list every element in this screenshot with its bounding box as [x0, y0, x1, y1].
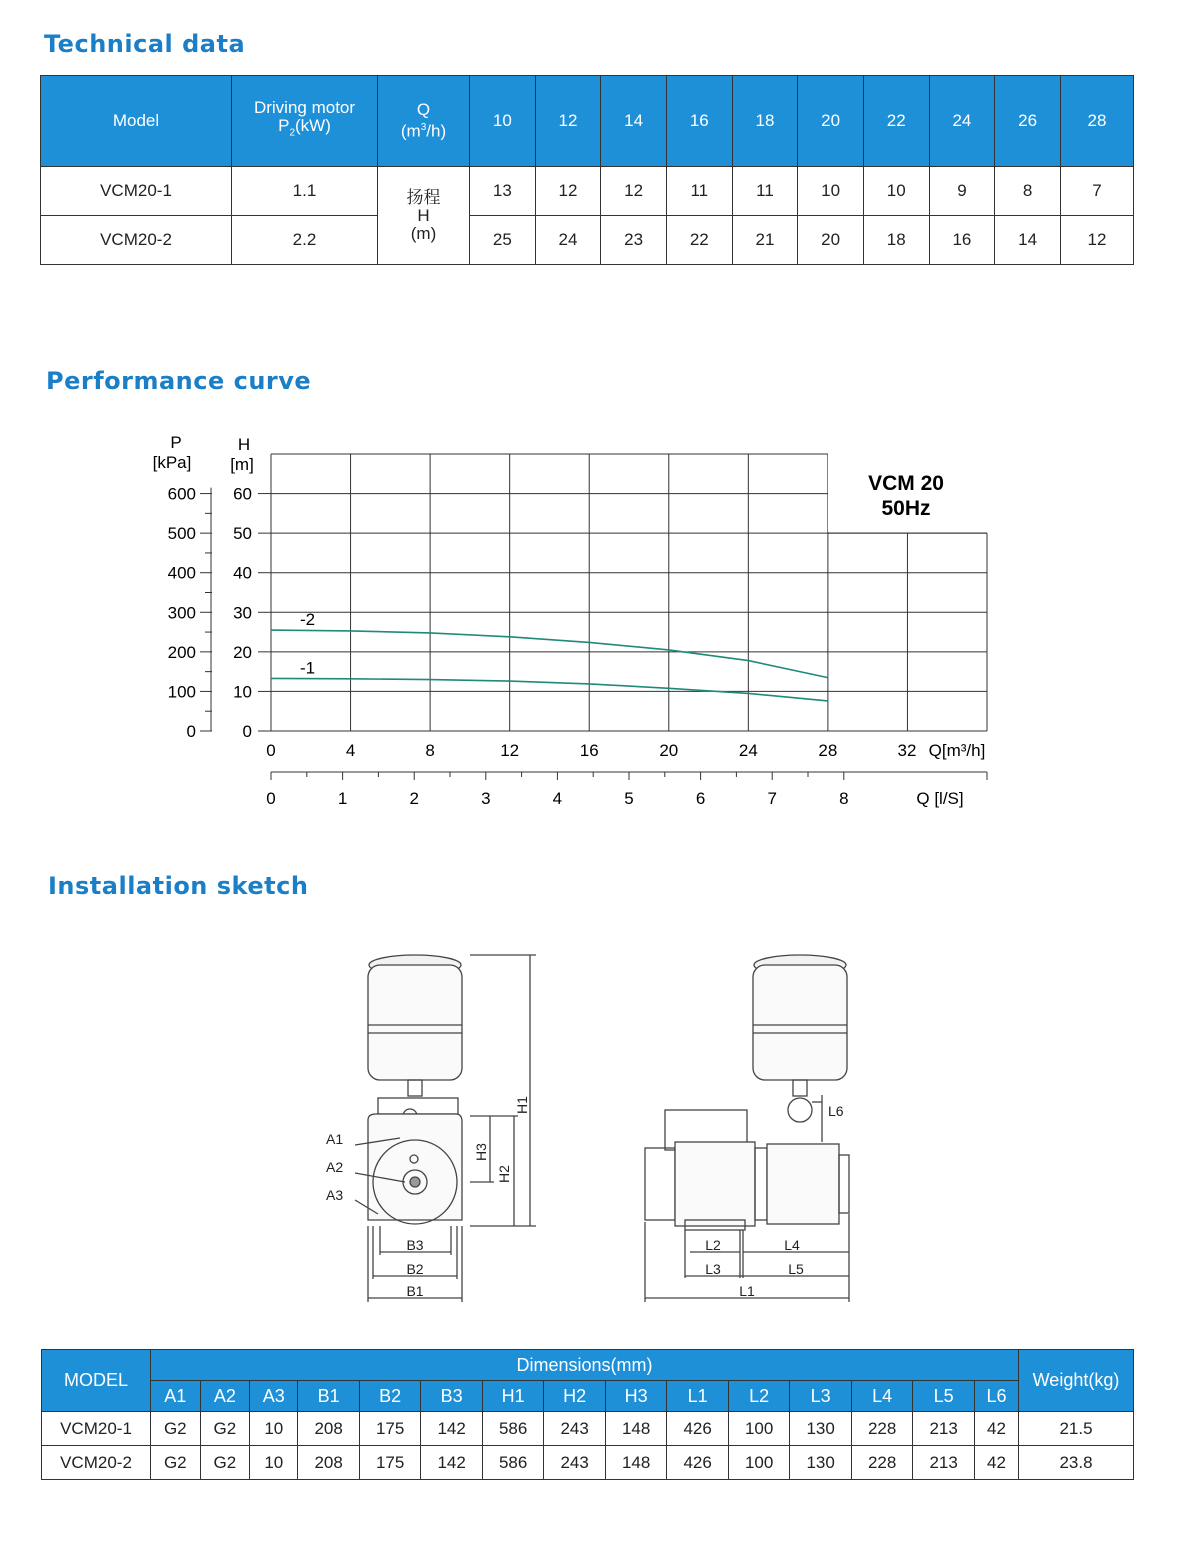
- technical-data-table: [40, 75, 1134, 265]
- table-row: [42, 1446, 1134, 1480]
- dim-cell: 148: [605, 1412, 667, 1446]
- ls-tick-label: 0: [266, 789, 276, 808]
- head-cell: 16: [929, 216, 995, 265]
- dim-cell: 426: [667, 1446, 729, 1480]
- h-tick-label: 50: [233, 524, 252, 544]
- head-cell: 14: [995, 216, 1061, 265]
- ls-tick-label: 4: [552, 789, 563, 808]
- head-cell: 24: [535, 216, 601, 265]
- motor-cell: 1.1: [232, 167, 378, 216]
- head-cell: 12: [601, 167, 667, 216]
- gauge-icon: [788, 1098, 812, 1122]
- x-tick-label: 8: [425, 741, 435, 760]
- head-cell: 11: [666, 167, 732, 216]
- head-cell: 10: [863, 167, 929, 216]
- dim-cell: 208: [298, 1412, 360, 1446]
- dim-column-header: A2: [200, 1381, 250, 1412]
- pump-stage-body: [767, 1144, 839, 1224]
- head-cell: 22: [666, 216, 732, 265]
- dim-cell: G2: [200, 1412, 250, 1446]
- dim-column-header: H1: [482, 1381, 544, 1412]
- weight-header: Weight(kg): [1019, 1350, 1134, 1412]
- chart-subtitle: 50Hz: [881, 497, 931, 520]
- q-header: Q $(m^3/h)$: [378, 76, 470, 167]
- ls-tick-label: 5: [624, 789, 634, 808]
- dim-cell: 586: [482, 1412, 544, 1446]
- dim-cell: 243: [544, 1412, 606, 1446]
- model-cell: VCM20-2: [41, 216, 232, 265]
- dim-cell: 213: [913, 1446, 975, 1480]
- dim-column-header: H3: [605, 1381, 667, 1412]
- motor-cell: 2.2: [232, 216, 378, 265]
- x-tick-label: 4: [345, 741, 356, 760]
- head-cell: 25: [470, 216, 536, 265]
- label-l3: L3: [705, 1261, 721, 1277]
- ls-unit-label: Q [l/S]: [916, 789, 964, 808]
- x-tick-label: 12: [500, 741, 520, 760]
- ls-tick-label: 7: [767, 789, 777, 808]
- valve-block: [378, 1098, 458, 1114]
- chart-title: VCM 20: [868, 472, 944, 495]
- dim-cell: 130: [790, 1412, 852, 1446]
- dim-cell: 213: [913, 1412, 975, 1446]
- h-tick-label: 60: [233, 484, 252, 504]
- flow-value: 14: [601, 76, 667, 167]
- weight-cell: 23.8: [1019, 1446, 1134, 1480]
- head-cell: 9: [929, 167, 995, 216]
- dim-cell: 208: [298, 1446, 360, 1480]
- pump-side-view: [645, 955, 849, 1302]
- coupling: [755, 1148, 767, 1220]
- p-axis: [168, 485, 212, 741]
- dim-cell: 175: [359, 1412, 421, 1446]
- dim-cell: 243: [544, 1446, 606, 1480]
- x-tick-label: 28: [818, 741, 838, 760]
- flow-value: 18: [732, 76, 798, 167]
- dim-column-header: A1: [151, 1381, 201, 1412]
- dim-column-header: L4: [851, 1381, 913, 1412]
- label-b1: B1: [406, 1283, 424, 1299]
- table-row: [41, 216, 1134, 265]
- label-l6: L6: [828, 1103, 844, 1119]
- installation-sketch-title: Installation sketch: [48, 872, 309, 900]
- x-unit-label: Q[m³/h]: [928, 741, 986, 760]
- label-l1: L1: [739, 1283, 755, 1299]
- motor-body: [675, 1142, 755, 1226]
- table-row: [41, 167, 1134, 216]
- x-axis: [266, 741, 916, 760]
- label-l5: L5: [788, 1261, 804, 1277]
- model-cell: VCM20-2: [42, 1446, 151, 1480]
- label-l4: L4: [784, 1237, 800, 1253]
- flow-value: 28: [1061, 76, 1134, 167]
- pressure-tank: [753, 965, 847, 1080]
- curves: [271, 610, 828, 701]
- flow-value: 22: [863, 76, 929, 167]
- dim-cell: 42: [974, 1446, 1018, 1480]
- h-axis-label: H: [237, 435, 251, 454]
- curve-model-2: [271, 630, 828, 678]
- h-tick-label: 20: [233, 642, 252, 662]
- head-cell: 8: [995, 167, 1061, 216]
- h-tick-label: 40: [233, 563, 252, 583]
- dim-cell: 228: [851, 1446, 913, 1480]
- ls-axis: [266, 772, 987, 808]
- dim-cell: 142: [421, 1446, 483, 1480]
- curve-label: -1: [300, 658, 316, 678]
- model-cell: VCM20-1: [41, 167, 232, 216]
- p-tick-label: 400: [167, 563, 196, 583]
- dim-cell: 426: [667, 1412, 729, 1446]
- ls-tick-label: 2: [409, 789, 419, 808]
- pump-body-front: [368, 1114, 462, 1220]
- label-a2: A2: [326, 1159, 344, 1175]
- flow-value: 26: [995, 76, 1061, 167]
- dim-column-header: L3: [790, 1381, 852, 1412]
- model-header: Model: [41, 76, 232, 167]
- dim-column-header: H2: [544, 1381, 606, 1412]
- dim-column-header: B3: [421, 1381, 483, 1412]
- head-cell: 12: [535, 167, 601, 216]
- head-cell: 18: [863, 216, 929, 265]
- dims-header-row: [42, 1350, 1134, 1381]
- label-h3: H3: [473, 1143, 489, 1161]
- flow-value: 10: [470, 76, 536, 167]
- dim-cell: G2: [151, 1412, 201, 1446]
- x-tick-label: 24: [738, 741, 758, 760]
- p-tick-label: 0: [186, 722, 196, 741]
- table-row: [42, 1412, 1134, 1446]
- head-cell: 7: [1061, 167, 1134, 216]
- p-axis-unit: [kPa]: [152, 453, 192, 472]
- head-cell: 21: [732, 216, 798, 265]
- p-tick-label: 100: [167, 682, 196, 702]
- outlet-center: [410, 1177, 420, 1187]
- h-tick-label: 10: [233, 682, 252, 702]
- x-tick-label: 32: [897, 741, 917, 760]
- p-tick-label: 500: [167, 524, 196, 544]
- h-tick-label: 30: [233, 603, 252, 623]
- head-label-cell: 扬程 H (m): [378, 167, 470, 265]
- dims-column-row: [42, 1381, 1134, 1412]
- p-tick-label: 200: [167, 642, 196, 662]
- dim-cell: 148: [605, 1446, 667, 1480]
- pressure-tank: [368, 965, 462, 1080]
- label-l2: L2: [705, 1237, 721, 1253]
- dim-cell: 10: [250, 1446, 298, 1480]
- model-header: MODEL: [42, 1350, 151, 1412]
- dimensions-header: Dimensions(mm): [151, 1350, 1019, 1381]
- curve-model-1: [271, 678, 828, 701]
- dim-column-header: L6: [974, 1381, 1018, 1412]
- dim-cell: 586: [482, 1446, 544, 1480]
- dim-column-header: B2: [359, 1381, 421, 1412]
- dim-column-header: A3: [250, 1381, 298, 1412]
- h-axis-unit: [m]: [230, 455, 254, 474]
- h-axis: [233, 485, 271, 741]
- ls-tick-label: 8: [839, 789, 849, 808]
- tank-connector: [793, 1080, 807, 1096]
- dimensions-table: [41, 1349, 1134, 1480]
- ls-tick-label: 6: [695, 789, 706, 808]
- dim-cell: 10: [250, 1412, 298, 1446]
- label-b3: B3: [406, 1237, 424, 1253]
- tech-header-row: [41, 76, 1134, 167]
- label-h1: H1: [514, 1096, 530, 1114]
- p-tick-label: 300: [167, 603, 196, 623]
- flow-value: 12: [535, 76, 601, 167]
- h-tick-label: 0: [242, 722, 252, 741]
- performance-chart: [0, 420, 1188, 820]
- ls-tick-label: 3: [481, 789, 491, 808]
- p-axis-label: P: [170, 433, 182, 452]
- model-cell: VCM20-1: [42, 1412, 151, 1446]
- head-cell: 11: [732, 167, 798, 216]
- dim-cell: 42: [974, 1412, 1018, 1446]
- head-cell: 13: [470, 167, 536, 216]
- ls-tick-label: 1: [337, 789, 348, 808]
- tank-connector: [408, 1080, 422, 1096]
- flow-value: 24: [929, 76, 995, 167]
- dim-cell: 100: [728, 1412, 790, 1446]
- performance-curve-title: Performance curve: [46, 367, 312, 395]
- head-cell: 20: [798, 216, 864, 265]
- flow-value: 16: [666, 76, 732, 167]
- x-tick-label: 20: [659, 741, 679, 760]
- motor-fan-cover: [645, 1148, 675, 1220]
- dim-cell: 130: [790, 1446, 852, 1480]
- dim-column-header: B1: [298, 1381, 360, 1412]
- pump-front-view: [355, 955, 536, 1302]
- label-b2: B2: [406, 1261, 424, 1277]
- curve-label: -2: [300, 610, 316, 630]
- dim-cell: 228: [851, 1412, 913, 1446]
- x-tick-label: 16: [579, 741, 599, 760]
- dim-column-header: L5: [913, 1381, 975, 1412]
- head-cell: 10: [798, 167, 864, 216]
- dim-cell: G2: [151, 1446, 201, 1480]
- technical-data-title: Technical data: [44, 30, 246, 58]
- p-tick-label: 600: [167, 484, 196, 504]
- installation-sketch: [0, 930, 1188, 1310]
- motor-header: Driving motor $P_2(kW)$: [232, 76, 378, 167]
- dim-cell: 100: [728, 1446, 790, 1480]
- dim-column-header: L1: [667, 1381, 729, 1412]
- inlet-flange: [839, 1155, 849, 1213]
- dim-cell: 142: [421, 1412, 483, 1446]
- dim-cell: G2: [200, 1446, 250, 1480]
- label-a1: A1: [326, 1131, 344, 1147]
- head-cell: 23: [601, 216, 667, 265]
- label-h2: H2: [496, 1165, 512, 1183]
- x-tick-label: 0: [266, 741, 276, 760]
- label-a3: A3: [326, 1187, 344, 1203]
- dim-column-header: L2: [728, 1381, 790, 1412]
- dim-cell: 175: [359, 1446, 421, 1480]
- weight-cell: 21.5: [1019, 1412, 1134, 1446]
- head-cell: 12: [1061, 216, 1134, 265]
- flow-value: 20: [798, 76, 864, 167]
